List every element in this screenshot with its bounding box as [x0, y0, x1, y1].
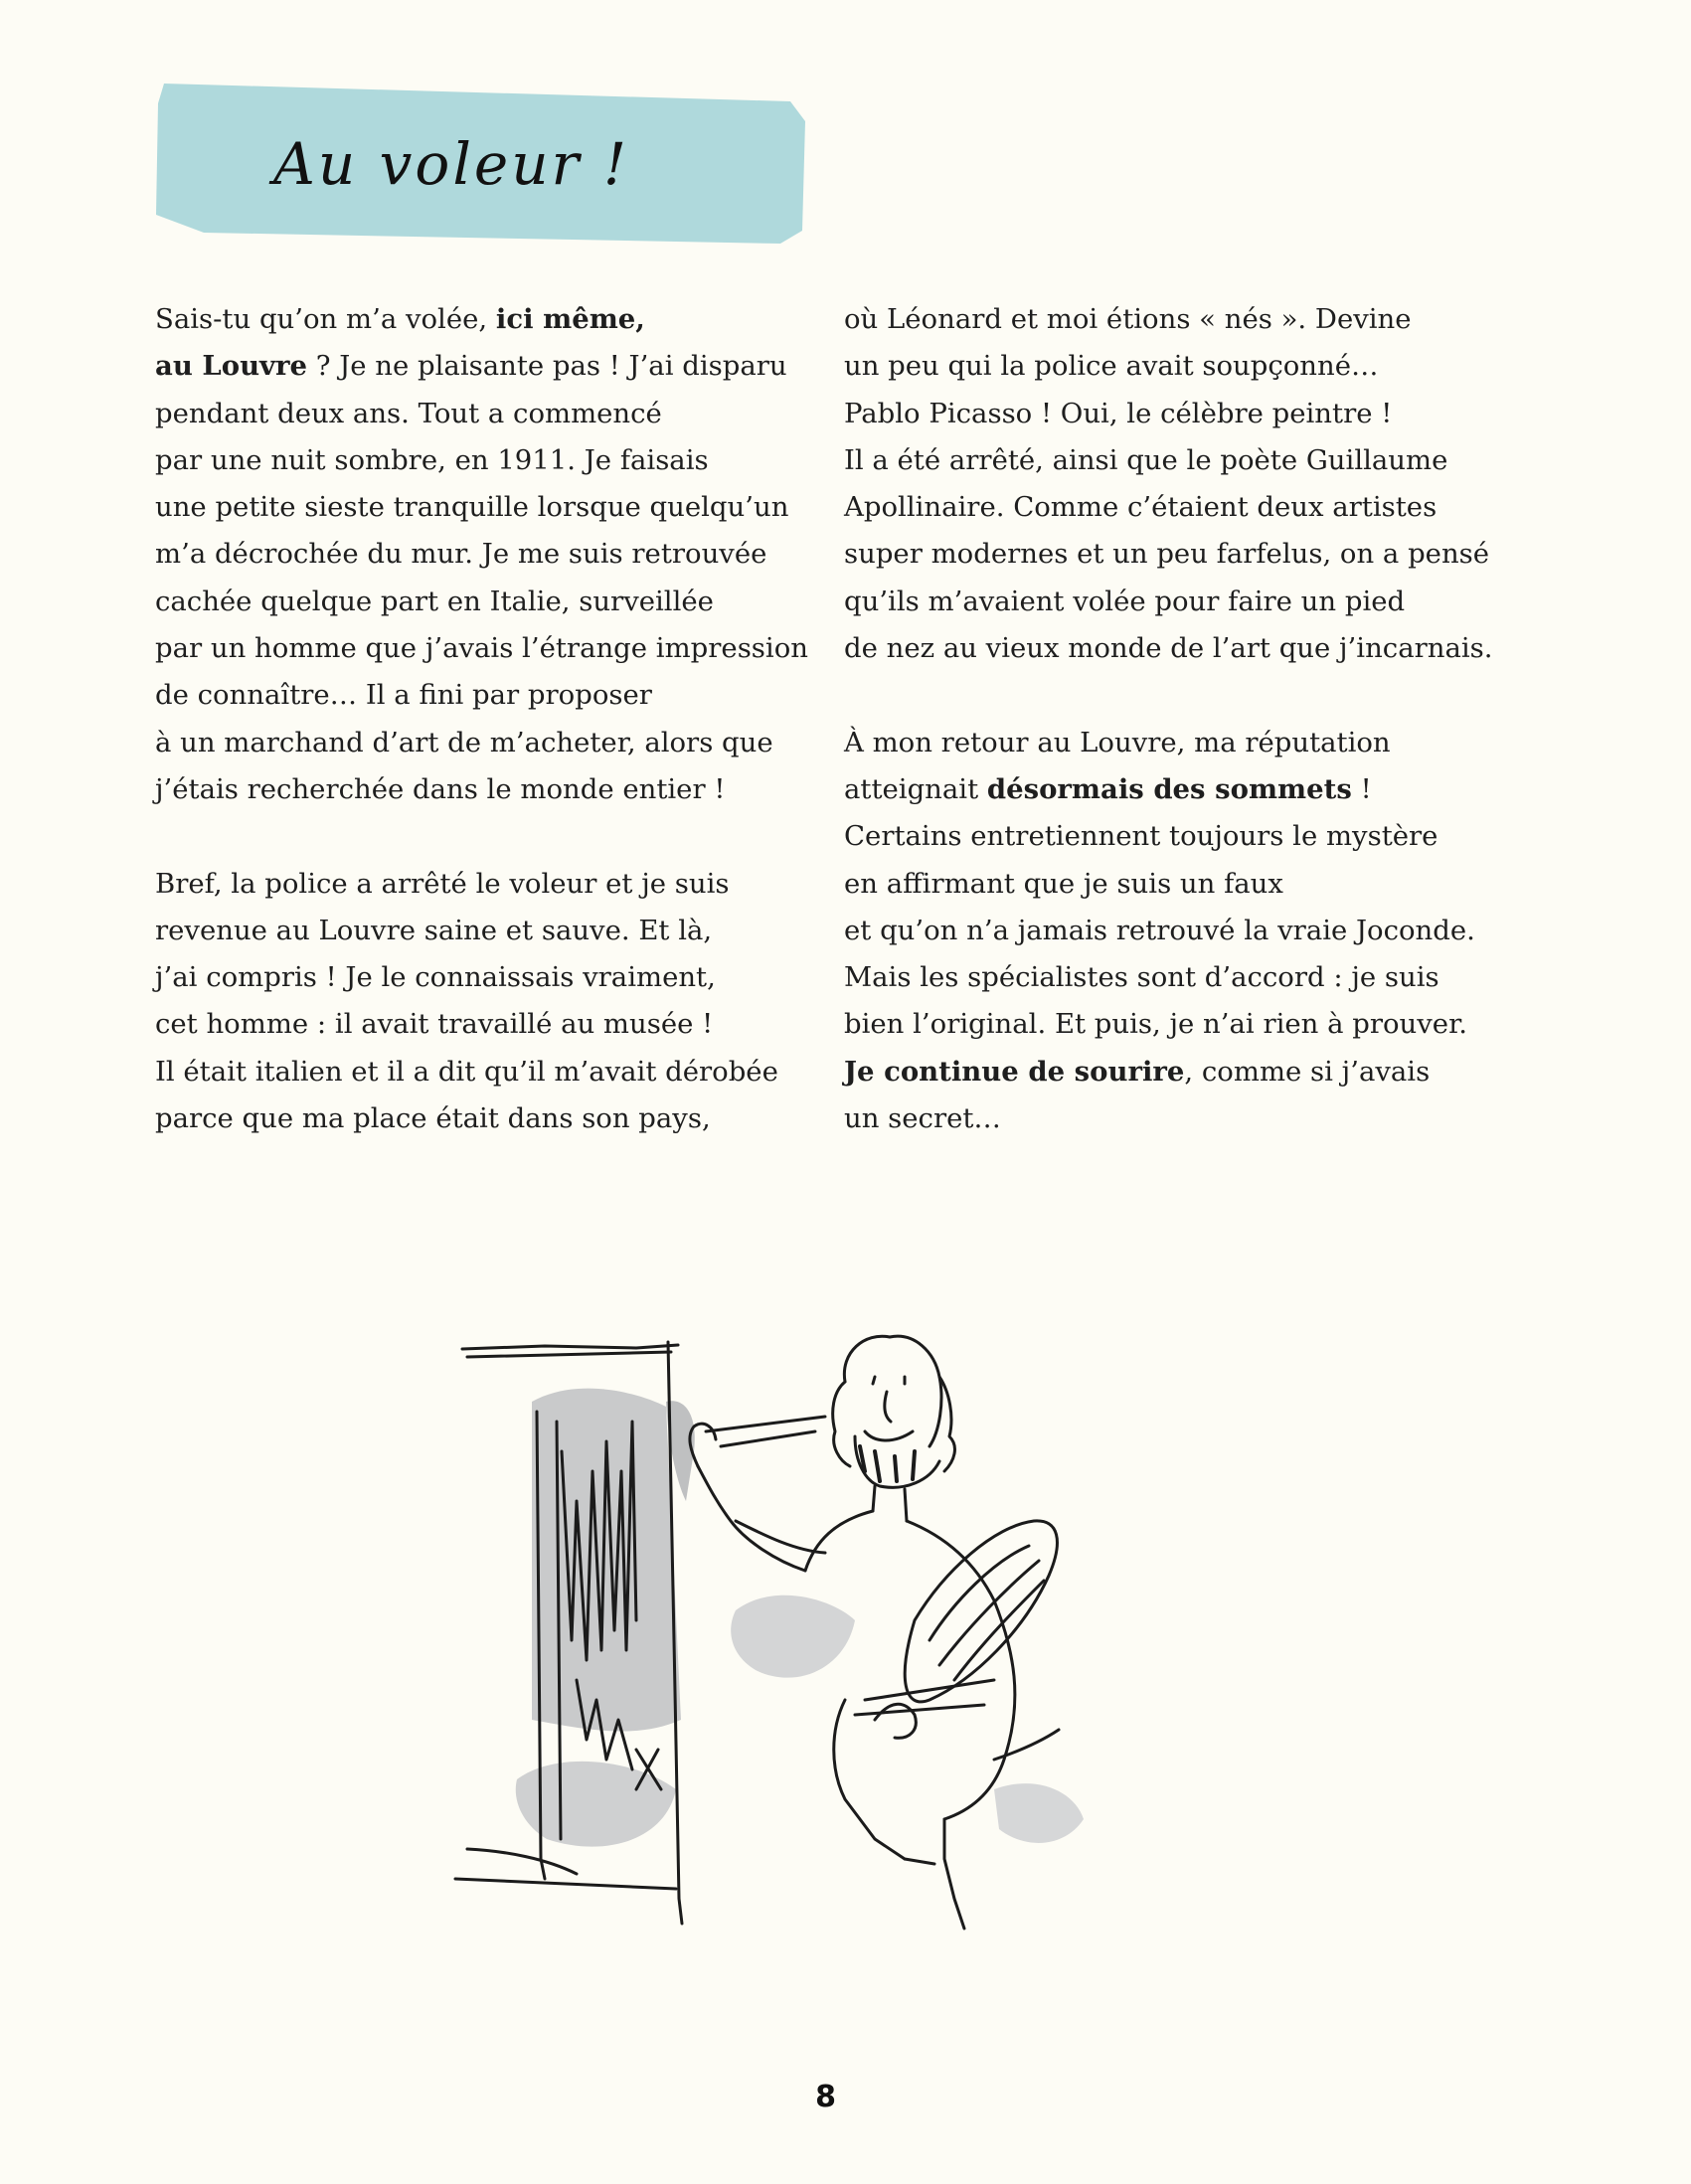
text-line: parce que ma place était dans son pays, [155, 1102, 711, 1135]
text-line: et qu’on n’a jamais retrouvé la vraie Joconde. [844, 914, 1475, 946]
page-number: 8 [815, 2080, 836, 2114]
text-line: Apollinaire. Comme c’étaient deux artistes [844, 491, 1437, 524]
paragraph-gap [844, 672, 1520, 719]
paragraph-gap [155, 813, 831, 860]
text-line: un peu qui la police avait soupçonné… [844, 350, 1379, 383]
text-line [844, 766, 1520, 813]
title-banner [154, 82, 808, 246]
text-span: atteignait [844, 772, 987, 805]
text-line: Il était italien et il a dit qu’il m’avait dérobée [155, 1055, 778, 1088]
text-column-right [844, 296, 1520, 1142]
paragraph [844, 296, 1520, 672]
painter-sketch-icon [437, 1322, 1213, 2002]
text-span: ! [1351, 772, 1372, 805]
text-line: où Léonard et moi étions « nés ». Devine [844, 303, 1412, 335]
text-line [155, 296, 831, 343]
text-line: en affirmant que je suis un faux [844, 867, 1283, 900]
text-line: cachée quelque part en Italie, surveillée [155, 585, 714, 617]
text-span: , comme si j’avais [1184, 1055, 1431, 1088]
text-line: Mais les spécialistes sont d’accord : je suis [844, 961, 1439, 994]
bold-text: Je continue de sourire [844, 1055, 1185, 1088]
text-line: j’ai compris ! Je le connaissais vraiment, [155, 961, 716, 994]
text-span: ? Je ne plaisante pas ! J’ai disparu [307, 350, 787, 383]
text-line: À mon retour au Louvre, ma réputation [844, 726, 1391, 758]
text-line: super modernes et un peu farfelus, on a pensé [844, 538, 1490, 571]
text-line: revenue au Louvre saine et sauve. Et là, [155, 914, 713, 946]
text-line: cet homme : il avait travaillé au musée ! [155, 1008, 714, 1041]
text-line: un secret… [844, 1102, 1001, 1135]
text-line: Pablo Picasso ! Oui, le célèbre peintre ! [844, 397, 1393, 429]
text-line: bien l’original. Et puis, je n’ai rien à prouver. [844, 1008, 1467, 1041]
paragraph [844, 720, 1520, 1143]
text-line: j’étais recherchée dans le monde entier ! [155, 772, 726, 805]
paragraph [155, 861, 831, 1143]
text-line: par un homme que j’avais l’étrange impression [155, 632, 808, 665]
text-line [844, 1049, 1520, 1095]
text-line: par une nuit sombre, en 1911. Je faisais [155, 443, 709, 476]
bold-text: désormais des sommets [986, 772, 1352, 805]
text-line: à un marchand d’art de m’acheter, alors que [155, 726, 773, 758]
bold-text: au Louvre [155, 350, 308, 383]
text-line: m’a décrochée du mur. Je me suis retrouvée [155, 538, 767, 571]
text-line: de nez au vieux monde de l’art que j’incarnais. [844, 632, 1493, 665]
text-line: Il a été arrêté, ainsi que le poète Guillaume [844, 443, 1448, 476]
bold-text: ici même, [495, 303, 645, 335]
text-column-left [155, 296, 831, 1142]
text-line: Certains entretiennent toujours le mystère [844, 820, 1438, 853]
text-line: qu’ils m’avaient volée pour faire un pied [844, 585, 1406, 617]
text-span: Sais-tu qu’on m’a volée, [155, 303, 496, 335]
text-line: une petite sieste tranquille lorsque quelqu’un [155, 491, 789, 524]
text-line [155, 343, 831, 390]
text-line: pendant deux ans. Tout a commencé [155, 397, 662, 429]
text-line: de connaître… Il a fini par proposer [155, 679, 652, 712]
text-line: Bref, la police a arrêté le voleur et je suis [155, 867, 730, 900]
paragraph [155, 296, 831, 813]
page-title: Au voleur ! [272, 129, 630, 198]
